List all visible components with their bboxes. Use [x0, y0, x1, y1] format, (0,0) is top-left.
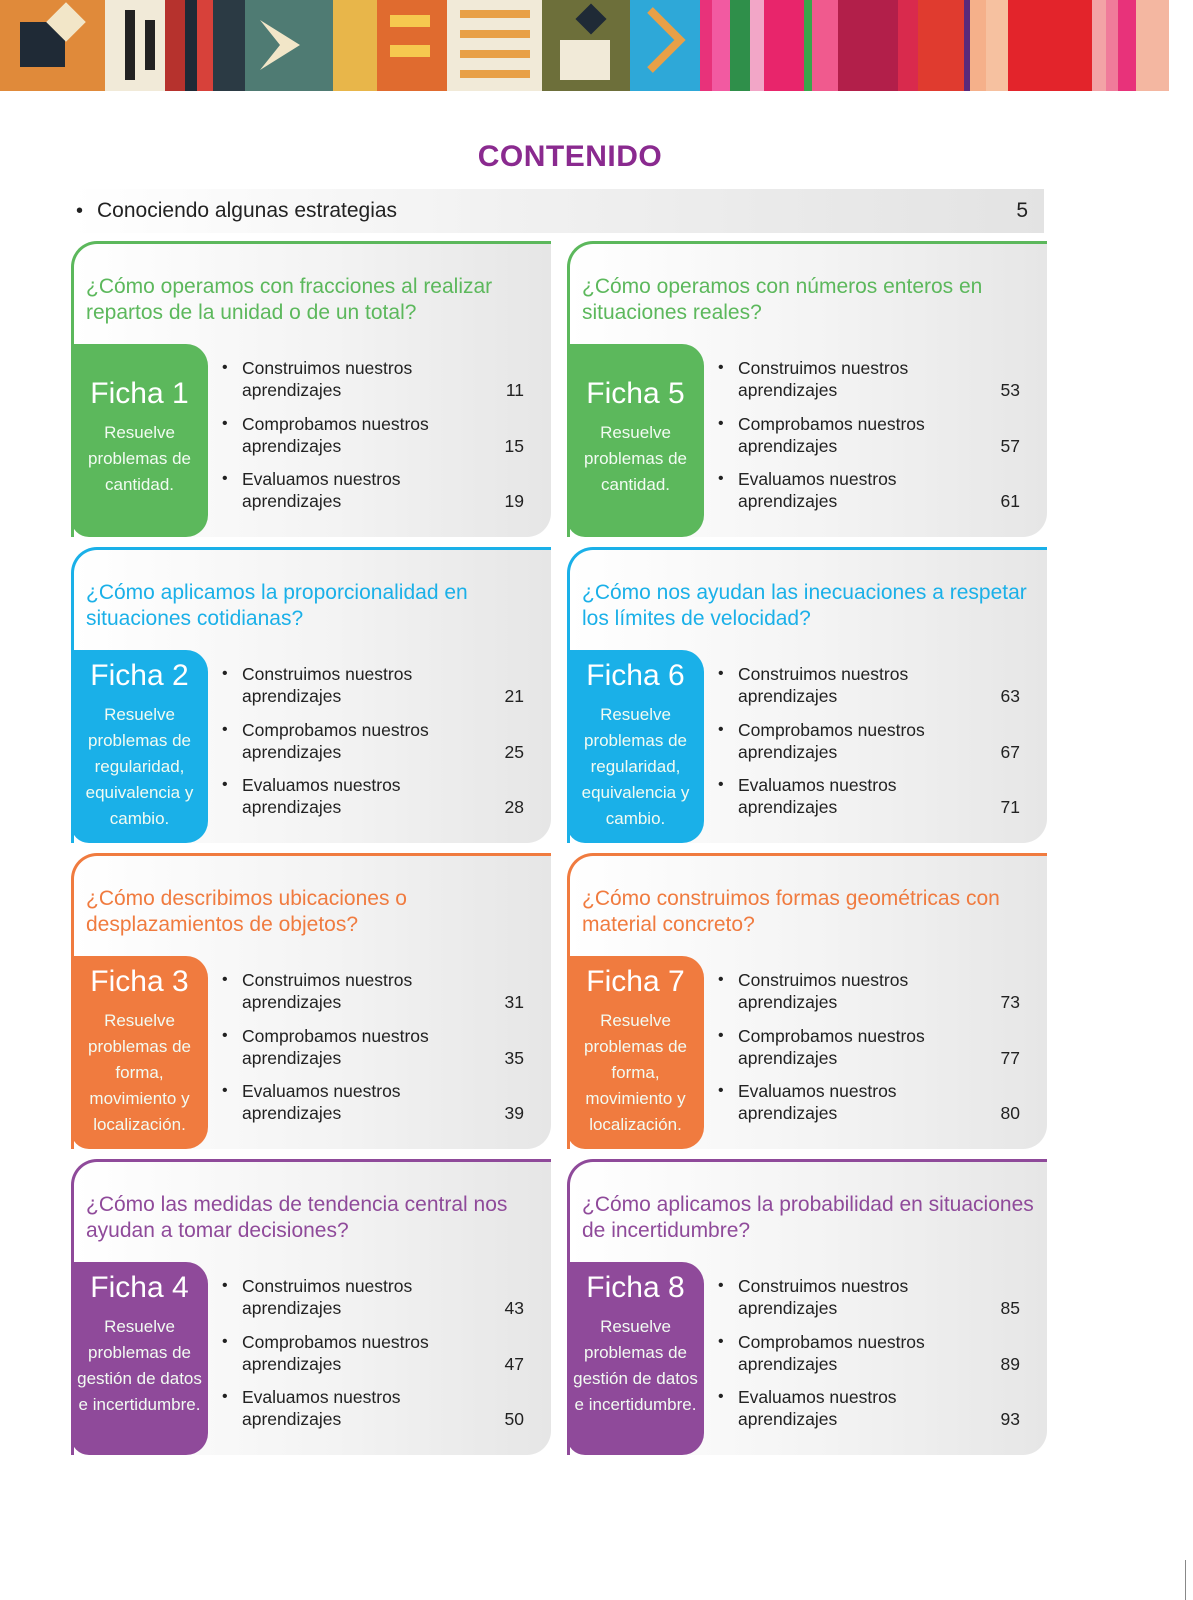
list-item[interactable]: • Evaluamos nuestros aprendizajes 80 [718, 1081, 1020, 1123]
page-number: 15 [504, 435, 524, 456]
card-question: ¿Cómo construimos formas geométricas con material concreto? [582, 887, 1000, 936]
ficha-tab [71, 344, 208, 537]
page-number: 73 [1000, 992, 1020, 1012]
ficha-items [718, 663, 1034, 830]
ficha-description: Resuelve problemas de gestión de datos e incertidumbre. [573, 1317, 698, 1414]
intro-label: Conociendo algunas estrategias [97, 199, 398, 222]
list-item[interactable]: • Comprobamos nuestros aprendizajes 47 [222, 1331, 524, 1374]
ficha-description: Resuelve problemas de cantidad. [583, 423, 687, 494]
page-number: 63 [1000, 686, 1020, 706]
page-number: 89 [1000, 1353, 1020, 1374]
page-number: 25 [504, 741, 524, 762]
list-item[interactable]: • Evaluamos nuestros aprendizajes 19 [222, 469, 524, 511]
page-number: 43 [504, 1298, 524, 1318]
page-number: 28 [504, 797, 524, 817]
list-item[interactable]: • Construimos nuestros aprendizajes 43 [222, 1276, 524, 1318]
ficha-label: Ficha 5 [586, 377, 685, 410]
ficha-tab [567, 344, 704, 537]
page-number: 77 [1000, 1047, 1020, 1068]
page-number: 71 [1000, 797, 1020, 817]
list-item[interactable]: • Evaluamos nuestros aprendizajes 50 [222, 1387, 524, 1429]
list-item[interactable]: • Comprobamos nuestros aprendizajes 57 [718, 413, 1020, 456]
page-number: 19 [504, 491, 524, 511]
ficha-items [718, 357, 1034, 524]
ficha-card-7[interactable] [567, 853, 1047, 1149]
ficha-items [222, 969, 538, 1136]
page-number: 67 [1000, 741, 1020, 762]
ficha-description: Resuelve problemas de gestión de datos e incertidumbre. [77, 1317, 202, 1414]
ficha-items [718, 969, 1034, 1136]
card-question: ¿Cómo operamos con números enteros en situaciones reales? [582, 275, 983, 324]
ficha-label: Ficha 3 [90, 965, 189, 998]
page-number: 57 [1000, 435, 1020, 456]
ficha-tab [71, 1262, 208, 1455]
ficha-card-2[interactable] [71, 547, 551, 843]
card-question: ¿Cómo operamos con fracciones al realizar repartos de la unidad o de un total? [86, 275, 493, 324]
list-item[interactable]: • Construimos nuestros aprendizajes 31 [222, 970, 524, 1012]
list-item[interactable]: • Construimos nuestros aprendizajes 63 [718, 664, 1020, 706]
list-item[interactable]: • Construimos nuestros aprendizajes 73 [718, 970, 1020, 1012]
list-item[interactable]: • Evaluamos nuestros aprendizajes 93 [718, 1387, 1020, 1429]
bullet: • [76, 199, 84, 222]
divider [1185, 1560, 1186, 1600]
ficha-card-4[interactable] [71, 1159, 551, 1455]
ficha-label: Ficha 8 [586, 1271, 685, 1304]
list-item[interactable]: • Construimos nuestros aprendizajes 53 [718, 358, 1020, 400]
page-number: 53 [1000, 380, 1020, 400]
card-question: ¿Cómo nos ayudan las inecuaciones a respetar los límites de velocidad? [582, 581, 1027, 630]
ficha-description: Resuelve problemas de forma, movimiento y localización. [583, 1011, 687, 1134]
list-item[interactable]: • Comprobamos nuestros aprendizajes 25 [222, 719, 524, 762]
page-number: 50 [504, 1409, 524, 1429]
card-question: ¿Cómo las medidas de tendencia central nos ayudan a tomar decisiones? [86, 1193, 508, 1242]
ficha-tab [567, 650, 704, 843]
page-title: CONTENIDO [477, 140, 663, 173]
page-edge [1169, 0, 1193, 1600]
ficha-items [718, 1275, 1034, 1442]
list-item[interactable]: • Construimos nuestros aprendizajes 21 [222, 664, 524, 706]
ficha-tab [71, 650, 208, 843]
ficha-description: Resuelve problemas de regularidad, equivalencia y cambio. [581, 705, 690, 828]
card-question: ¿Cómo aplicamos la proporcionalidad en situaciones cotidianas? [86, 581, 468, 630]
intro-page-number: 5 [1016, 199, 1028, 222]
card-question: ¿Cómo describimos ubicaciones o desplazamientos de objetos? [86, 887, 407, 936]
ficha-card-5[interactable] [567, 241, 1047, 537]
page-number: 11 [505, 380, 524, 400]
list-item[interactable]: • Comprobamos nuestros aprendizajes 15 [222, 413, 524, 456]
page-number: 21 [504, 686, 524, 706]
list-item[interactable]: • Comprobamos nuestros aprendizajes 77 [718, 1025, 1020, 1068]
ficha-description: Resuelve problemas de cantidad. [87, 423, 191, 494]
page-number: 31 [504, 992, 524, 1012]
list-item[interactable]: • Evaluamos nuestros aprendizajes 61 [718, 469, 1020, 511]
ficha-label: Ficha 4 [90, 1271, 189, 1304]
page-number: 93 [1000, 1409, 1020, 1429]
ficha-items [222, 357, 538, 524]
list-item[interactable]: • Comprobamos nuestros aprendizajes 35 [222, 1025, 524, 1068]
intro-row[interactable] [72, 189, 1044, 233]
ficha-description: Resuelve problemas de regularidad, equivalencia y cambio. [85, 705, 194, 828]
page-number: 35 [504, 1047, 524, 1068]
ficha-label: Ficha 6 [586, 659, 685, 692]
page-number: 61 [1000, 491, 1020, 511]
ficha-items [222, 1275, 538, 1442]
list-item[interactable]: • Comprobamos nuestros aprendizajes 67 [718, 719, 1020, 762]
ficha-card-3[interactable] [71, 853, 551, 1149]
list-item[interactable]: • Evaluamos nuestros aprendizajes 28 [222, 775, 524, 817]
ficha-tab [567, 1262, 704, 1455]
page-number: 85 [1000, 1298, 1020, 1318]
card-question: ¿Cómo aplicamos la probabilidad en situaciones de incertidumbre? [582, 1193, 1034, 1242]
ficha-description: Resuelve problemas de forma, movimiento y localización. [87, 1011, 191, 1134]
ficha-items [222, 663, 538, 830]
page-number: 80 [1000, 1103, 1020, 1123]
list-item[interactable]: • Construimos nuestros aprendizajes 11 [222, 358, 524, 400]
list-item[interactable]: • Evaluamos nuestros aprendizajes 71 [718, 775, 1020, 817]
ficha-label: Ficha 2 [90, 659, 189, 692]
page-number: 39 [504, 1103, 524, 1123]
ficha-card-1[interactable] [71, 241, 551, 537]
ficha-tab [567, 956, 704, 1149]
ficha-card-6[interactable] [567, 547, 1047, 843]
list-item[interactable]: • Construimos nuestros aprendizajes 85 [718, 1276, 1020, 1318]
list-item[interactable]: • Comprobamos nuestros aprendizajes 89 [718, 1331, 1020, 1374]
ficha-label: Ficha 1 [90, 377, 189, 410]
list-item[interactable]: • Evaluamos nuestros aprendizajes 39 [222, 1081, 524, 1123]
ficha-label: Ficha 7 [586, 965, 685, 998]
page-number: 47 [504, 1353, 524, 1374]
decorative-textile-banner [0, 0, 1169, 91]
ficha-card-8[interactable] [567, 1159, 1047, 1455]
ficha-tab [71, 956, 208, 1149]
